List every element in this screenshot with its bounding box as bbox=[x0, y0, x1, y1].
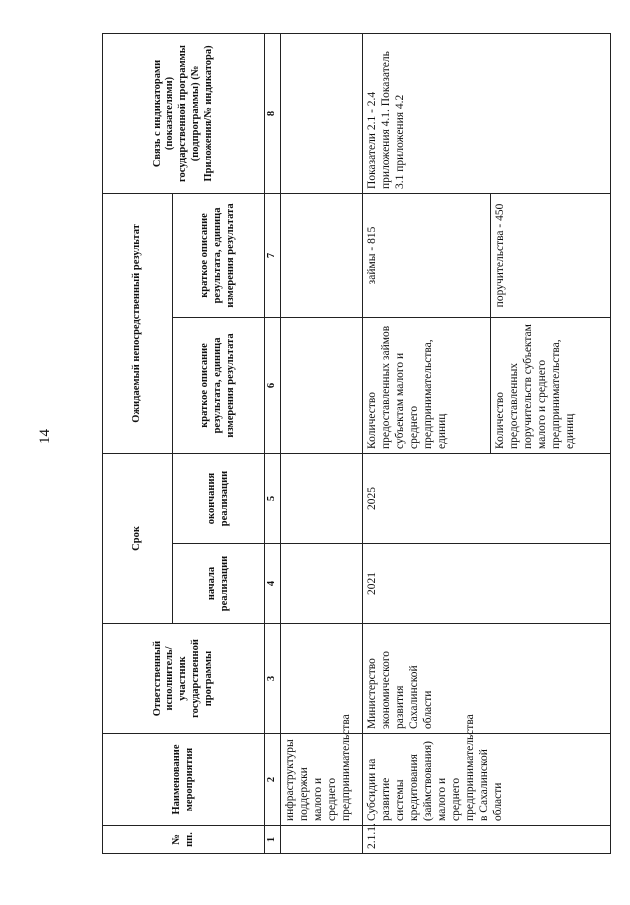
table-row bbox=[280, 33, 362, 853]
continuation-name: инфраструктуры поддержки малого и среднего предпринимательства bbox=[280, 734, 362, 826]
header-result-desc: краткое описание результата, единица измерения результата bbox=[173, 317, 265, 453]
column-number: 3 bbox=[265, 624, 281, 734]
header-result-value: краткое описание результата, единица измерения результата bbox=[173, 193, 265, 317]
page-number: 14 bbox=[37, 429, 53, 444]
row-result2-desc: Количество предоставленных поручительств субъектам малого и среднего предпринимательства, единиц bbox=[490, 317, 610, 453]
column-number: 2 bbox=[265, 734, 281, 826]
header-result: Ожидаемый непосредственный результат bbox=[103, 193, 173, 453]
row-end: 2025 bbox=[362, 453, 610, 543]
row-start: 2021 bbox=[362, 544, 610, 624]
header-indicators: Связь с индикаторами (показателями) государственной программы (подпрограммы) (№ Приложения/№ индикатора) bbox=[103, 33, 265, 193]
header-name: Наименование мероприятия bbox=[103, 734, 265, 826]
column-number-row bbox=[265, 33, 281, 853]
row-executor: Министерство экономического развития Сахалинской области bbox=[362, 624, 610, 734]
header-start: начала реализации bbox=[173, 544, 265, 624]
row-name: Субсидии на развитие системы кредитования (займствования) малого и среднего предпринимательства в Сахалинской области bbox=[362, 734, 610, 826]
column-number: 1 bbox=[265, 826, 281, 854]
row-indicators: Показатели 2.1 - 2.4 приложения 4.1. Показатель 3.1 приложения 4.2 bbox=[362, 33, 610, 193]
header-end: окончания реализации bbox=[173, 453, 265, 543]
table-row bbox=[362, 33, 490, 853]
header-num: № пп. bbox=[103, 826, 265, 854]
header-executor: Ответственный исполнитель/участник государственной программы bbox=[103, 624, 265, 734]
column-number: 4 bbox=[265, 544, 281, 624]
row-num: 2.1.1. bbox=[362, 826, 610, 854]
rotated-table-container bbox=[102, 34, 612, 854]
column-number: 7 bbox=[265, 193, 281, 317]
row-result1-desc: Количество предоставленных займов субъектам малого и среднего предпринимательства, единиц bbox=[362, 317, 490, 453]
column-number: 8 bbox=[265, 33, 281, 193]
activities-table bbox=[102, 33, 611, 854]
column-number: 5 bbox=[265, 453, 281, 543]
column-number: 6 bbox=[265, 317, 281, 453]
header-term: Срок bbox=[103, 453, 173, 623]
row-result1-value: займы - 815 bbox=[362, 193, 490, 317]
row-result2-value: поручительства - 450 bbox=[490, 193, 610, 317]
